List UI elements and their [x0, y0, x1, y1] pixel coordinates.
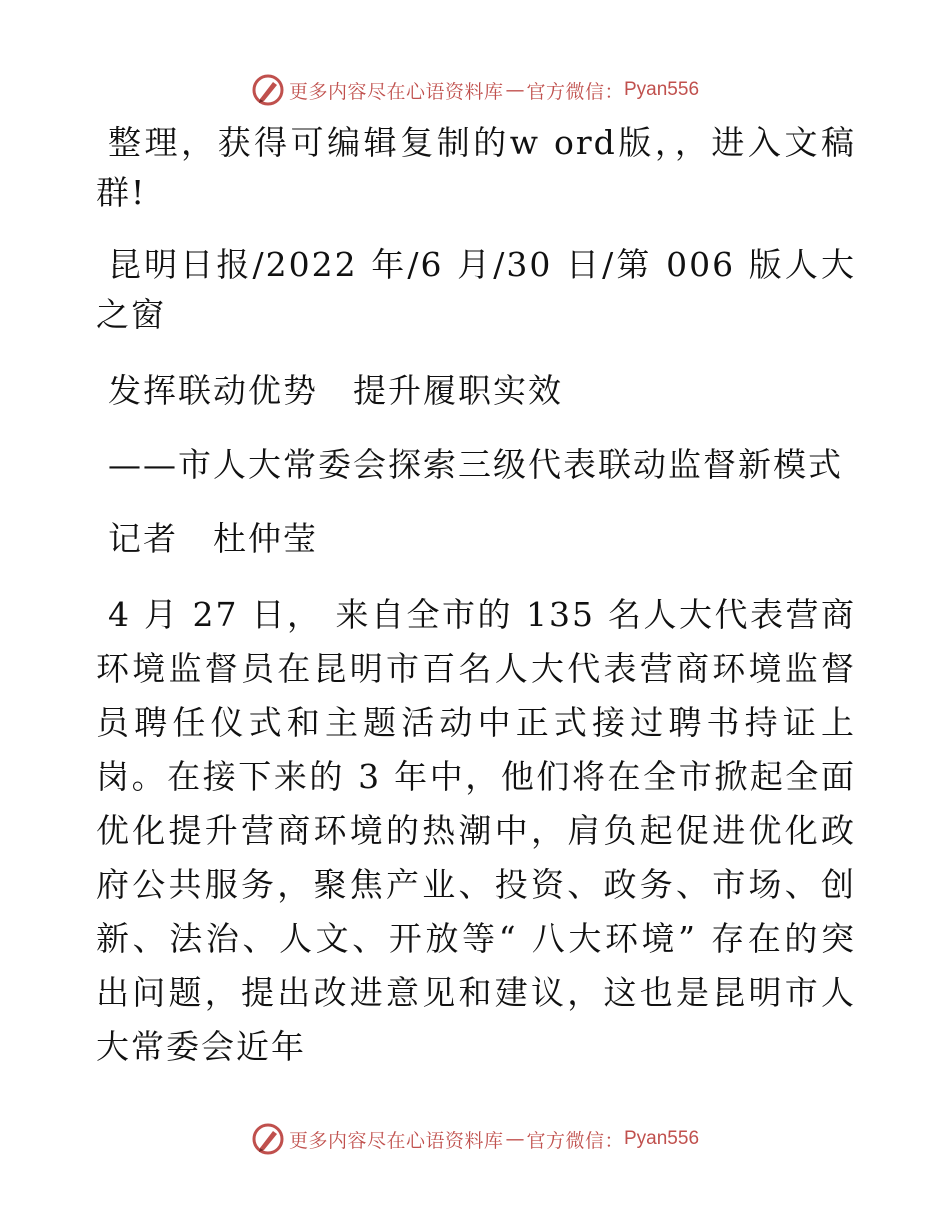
watermark-separator: —	[505, 79, 525, 101]
intro-note: 整理，获得可编辑复制的w ord版，，进入文稿群!	[96, 123, 856, 212]
watermark-wechat-label: 官方微信：	[526, 80, 624, 103]
pen-logo-icon	[251, 1122, 285, 1156]
watermark-main-text: 更多内容尽在心语资料库	[288, 80, 504, 103]
body-paragraph: 4 月 27 日， 来自全市的 135 名人大代表营商环境监督员在昆明市百名人大代表营商环境监督员聘任仪式和主题活动中正式接过聘书持证上岗。在接下来的 3 年中，他们将在全市掀起全面优化提升营商环境的热潮中，肩负起促进优化政府公共服务，聚焦产业、投资、政务、市场、创新、法治、人文、开放等“ 八大环境” 存在的突出问题，提出改进意见和建议，这也是昆明市人大常委会近年	[96, 595, 856, 1066]
document-body	[96, 118, 856, 1074]
watermark-main-text: 更多内容尽在心语资料库	[288, 1129, 504, 1152]
article-subtitle: ——市人大常委会探索三级代表联动监督新模式	[108, 445, 843, 484]
header-watermark	[0, 70, 950, 110]
watermark-wechat-label: 官方微信：	[526, 1129, 624, 1152]
pen-logo-icon	[251, 73, 285, 107]
footer-watermark	[0, 1119, 950, 1159]
author-line: 记者 杜仲莹	[108, 519, 318, 558]
article-title: 发挥联动优势 提升履职实效	[108, 371, 563, 410]
watermark-wechat-id: Pyan556	[624, 79, 700, 100]
source-line: 昆明日报/2022 年/6 月/30 日/第 006 版人大之窗	[96, 245, 856, 334]
watermark-wechat-id: Pyan556	[624, 1128, 700, 1149]
watermark-separator: —	[505, 1128, 525, 1150]
